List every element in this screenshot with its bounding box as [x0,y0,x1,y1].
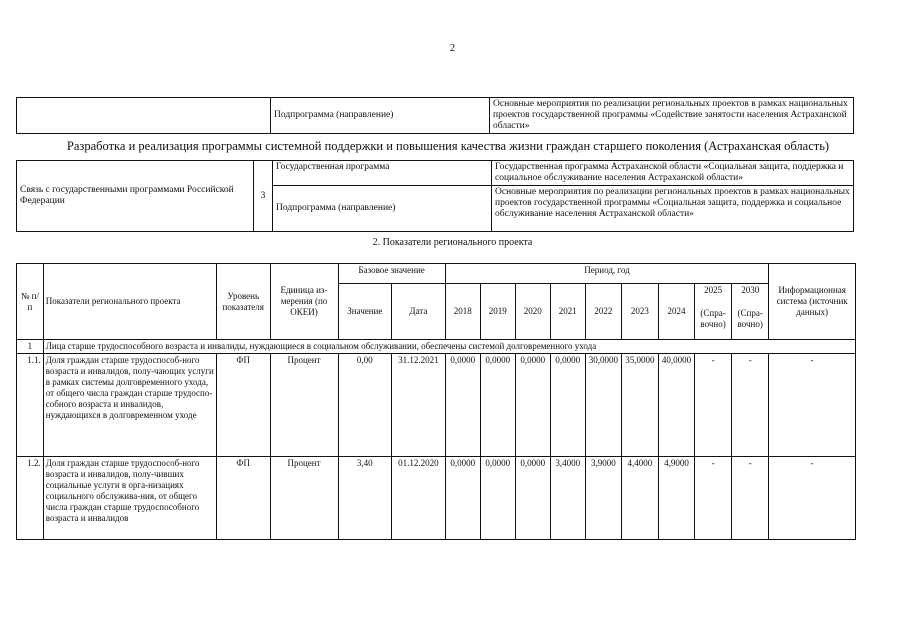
row-value: 40,0000 [658,354,694,457]
header-ref-label: (Спра-вочно) [700,308,726,329]
group-text: Лица старше трудоспособного возраста и инвалиды, нуждающиеся в социальном обслуживании, обеспечены системой долговременного ухода [43,340,855,354]
row-value: 0,0000 [445,457,480,540]
row-level: ФП [216,457,270,540]
header-year: 2019 [480,284,515,340]
header-base-value: Значение [338,284,392,340]
row-value: 0,0000 [515,354,550,457]
subprogram-label: Подпрограмма (направление) [271,98,490,134]
indicators-table [16,263,856,540]
row-base-date: 31.12.2021 [392,354,446,457]
page-number: 2 [449,42,456,54]
header-year-2025 [695,284,732,340]
indicators-heading: 2. Показатели регионального проекта [372,237,533,248]
row-value-2025: - [695,354,732,457]
header-year: 2020 [515,284,550,340]
header-year-label: 2030 [741,285,760,295]
row-value: 0,0000 [515,457,550,540]
header-year-label: 2025 [704,285,723,295]
header-year: 2022 [585,284,621,340]
section-title: Разработка и реализация программы системной поддержки и повышения качества жизни граждан старшего поколения (Астраханская область) [66,139,830,153]
header-period: Период, год [445,264,769,284]
row-value: 3,4000 [550,457,585,540]
empty-cell [17,98,271,134]
row-value: 3,9000 [585,457,621,540]
group-num: 1 [17,340,44,354]
links-table [16,160,854,232]
row-value: 0,0000 [480,457,515,540]
row-value-2030: - [732,457,769,540]
row-base-date: 01.12.2020 [392,457,446,540]
header-base-date: Дата [392,284,446,340]
row-base-value: 0,00 [338,354,392,457]
header-unit: Единица из-мерения (по ОКЕИ) [270,264,338,340]
row-value-2025: - [695,457,732,540]
header-year: 2018 [445,284,480,340]
links-row-label: Подпрограмма (направление) [273,186,492,232]
links-row-value: Основные мероприятия по реализации региональных проектов в рамках национальных проектов государственной программы «Социальная защита, поддержка и социальное обслуживание населения Астраханской области» [492,186,854,232]
row-value: 4,9000 [658,457,694,540]
row-name: Доля граждан старше трудоспособ-ного возраста и инвалидов, полу-чающих услуги в рамках системы долговременного ухода, от общего числа граждан старше трудоспо-собного возраста и инвалидов, нуждающихся в долговременном уходе [43,354,216,457]
row-unit: Процент [270,457,338,540]
table-row [17,457,856,540]
row-base-value: 3,40 [338,457,392,540]
row-value: 0,0000 [445,354,480,457]
header-num: № п/п [17,264,44,340]
subprogram-value: Основные мероприятия по реализации региональных проектов в рамках национальных проектов государственной программы «Содействие занятости населения Астраханской области» [490,98,854,134]
subprogram-table [16,97,854,134]
row-level: ФП [216,354,270,457]
row-num: 1.1. [17,354,44,457]
row-info: - [769,354,856,457]
header-year: 2021 [550,284,585,340]
header-year: 2024 [658,284,694,340]
header-info: Информационная система (источник данных) [769,264,856,340]
row-num: 1.2. [17,457,44,540]
row-info: - [769,457,856,540]
row-value: 30,0000 [585,354,621,457]
row-value: 4,4000 [621,457,658,540]
row-value: 35,0000 [621,354,658,457]
row-value: 0,0000 [480,354,515,457]
header-year: 2023 [621,284,658,340]
row-value: 0,0000 [550,354,585,457]
links-number: 3 [254,161,273,232]
header-base: Базовое значение [338,264,445,284]
links-label: Связь с государственными программами Российской Федерации [17,161,254,232]
row-name: Доля граждан старше трудоспособ-ного возраста и инвалидов, полу-чивших социальные услуги в орга-низациях социального обслужива-ния, от общего числа граждан старше трудоспособного возраста и инвалидов [43,457,216,540]
row-value-2030: - [732,354,769,457]
header-name: Показатели регионального проекта [43,264,216,340]
header-ref-label: (Спра-вочно) [737,308,763,329]
header-year-2030 [732,284,769,340]
row-unit: Процент [270,354,338,457]
links-row-value: Государственная программа Астраханской области «Социальная защита, поддержка и социальное обслуживание населения Астраханской области» [492,161,854,186]
table-row [17,354,856,457]
header-level: Уровень показателя [216,264,270,340]
links-row-label: Государственная программа [273,161,492,186]
